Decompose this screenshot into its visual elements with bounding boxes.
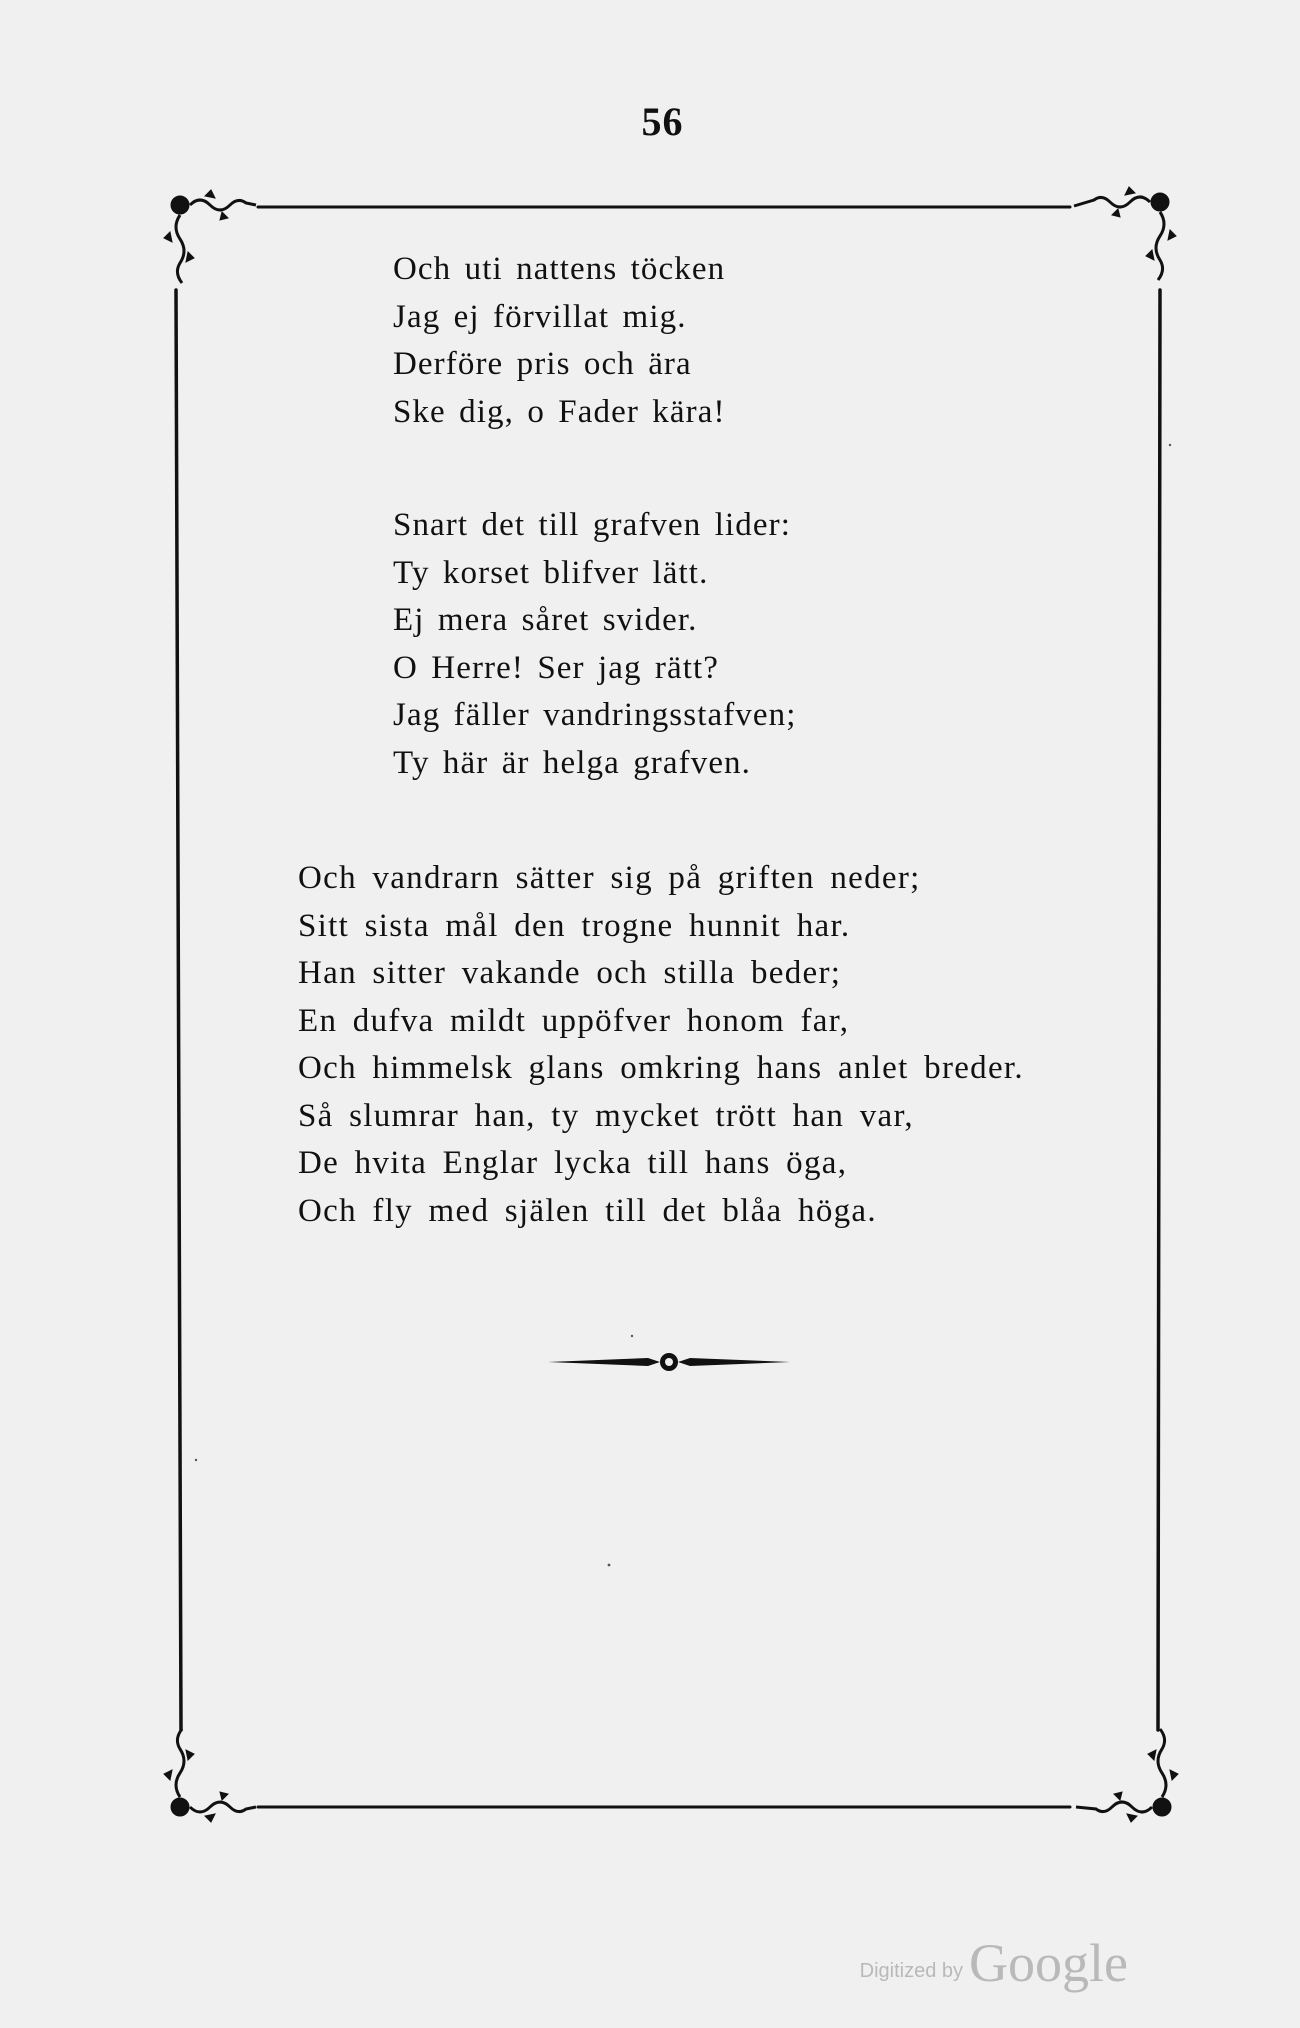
section-divider-ornament-icon [548,1353,790,1371]
poem-line: Ty här är helga grafven. [393,744,752,781]
poem-line: Derföre pris och ära [393,346,692,382]
poem-line: Och fly med själen till det blåa höga. [298,1192,877,1229]
poem-stanza-2 [393,502,797,787]
poem-line: Snart det till grafven lider: [393,507,791,543]
poem-line: Så slumrar han, ty mycket trött han var, [298,1097,914,1134]
poem-line: Ty korset blifver lätt. [393,554,709,591]
border-left-rule [176,290,181,1730]
ornament-bottom-left-icon [164,1729,256,1822]
poem-stanza-1 [393,246,726,436]
poem-line: Och vandrarn sätter sig på griften neder; [298,860,921,896]
watermark-brand: Google [969,1933,1128,1993]
poem-line: Ej mera såret svider. [393,602,698,638]
poem-line: Jag ej förvillat mig. [393,298,687,335]
digitized-by-watermark [860,1932,1128,1994]
watermark-prefix: Digitized by [859,1960,964,1982]
poem-line: Jag fäller vandringsstafven; [393,697,797,733]
ornament-top-left-icon [164,190,256,283]
poem-line: Ske dig, o Fader kära! [393,393,726,430]
page-number: 56 [641,99,684,144]
ornament-bottom-right-icon [1076,1729,1178,1822]
poem-line: Han sitter vakande och stilla beder; [298,955,842,991]
poem-line: Och himmelsk glans omkring hans anlet breder. [298,1050,1024,1086]
poem-line: De hvita Englar lycka till hans öga, [298,1145,848,1181]
poem-line: En dufva mildt uppöfver honom far, [298,1002,850,1039]
border-right-rule [1158,290,1160,1730]
poem-line: Och uti nattens töcken [393,251,726,287]
ornament-top-right-icon [1074,187,1176,280]
poem-stanza-3 [298,855,1024,1235]
poem-line: Sitt sista mål den trogne hunnit har. [298,907,851,944]
poem-line: O Herre! Ser jag rätt? [393,649,720,686]
